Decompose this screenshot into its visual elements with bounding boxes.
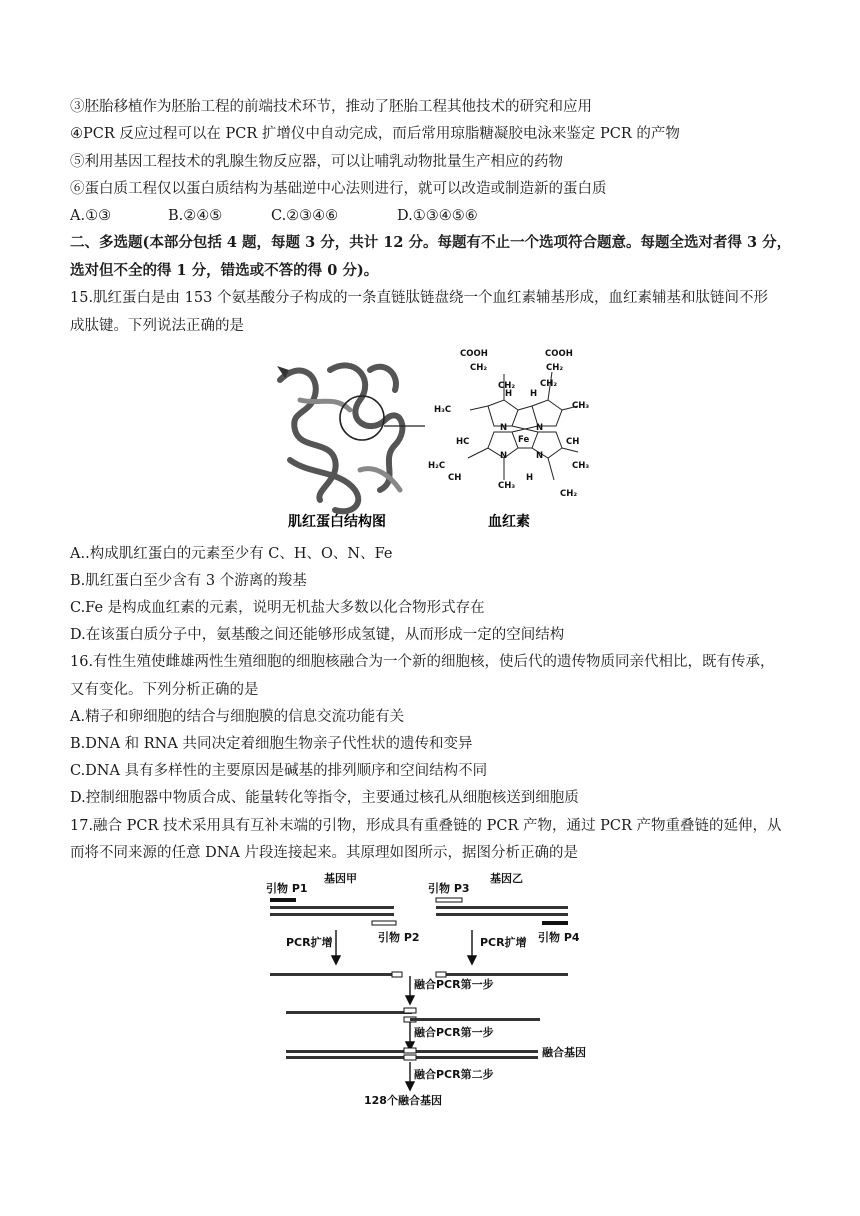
n-right-top: N — [536, 423, 544, 433]
q14-option-c: C.②③④⑥ — [271, 208, 339, 224]
ch2-right-2: CH₂ — [540, 379, 558, 389]
q14-options — [70, 206, 800, 226]
q15-stem-line1: 15.肌红蛋白是由 153 个氨基酸分子构成的一条直链肽链盘绕一个血红素辅基形成，血红素辅基和肽链间不形 — [70, 290, 768, 306]
q15-option-a: A..构成肌红蛋白的元素至少有 C、H、O、N、Fe — [70, 546, 393, 562]
gene-b-label: 基因乙 — [490, 872, 523, 885]
ch3-right-top: CH₃ — [572, 401, 590, 411]
pcr-amp-right-label: PCR扩增 — [480, 936, 527, 949]
fusion-gene-label: 融合基因 — [542, 1046, 586, 1059]
cooh-left: COOH — [460, 349, 488, 359]
statement-5: ⑤利用基因工程技术的乳腺生物反应器，可以让哺乳动物批量生产相应的药物 — [70, 154, 563, 170]
pcr-amp-left-label: PCR扩增 — [286, 936, 333, 949]
ch3-bottom: CH₃ — [498, 481, 516, 491]
statement-6: ⑥蛋白质工程仅以蛋白质结构为基础逆中心法则进行，就可以改造或制造新的蛋白质 — [70, 181, 607, 197]
q15-stem-line2: 成肽键。下列说法正确的是 — [70, 318, 244, 334]
fusion-gene-dna — [286, 1048, 538, 1060]
ch2-end: CH₂ — [560, 489, 578, 499]
q16-option-d: D.控制细胞器中物质合成、能量转化等指令，主要通过核孔从细胞核送到细胞质 — [70, 790, 579, 806]
heme-structure — [468, 372, 578, 480]
n-right-bottom: N — [536, 451, 544, 461]
step1a-label: 融合PCR第一步 — [414, 978, 494, 991]
q16-stem-line1: 16.有性生殖使雌雄两性生殖细胞的细胞核融合为一个新的细胞核，使后代的遗传物质同亲代相比，既有传承， — [70, 654, 775, 670]
section2-heading-line2: 选对但不全的得 1 分，错选或不答的得 0 分)。 — [70, 262, 379, 279]
primer-p2-bar — [372, 921, 396, 925]
primer-p4-label: 引物 P4 — [538, 931, 580, 944]
n-left-top: N — [500, 423, 508, 433]
q14-option-a: A.①③ — [70, 208, 112, 224]
heme-atom-labels — [428, 349, 589, 499]
fe-atom: Fe — [518, 435, 530, 445]
ch-eq-left: CH — [448, 473, 462, 483]
primer-p1-label: 引物 P1 — [266, 882, 308, 895]
primer-p1-bar — [270, 898, 296, 902]
q16-option-a: A.精子和卵细胞的结合与细胞膜的信息交流功能有关 — [70, 709, 405, 725]
pcr-products — [270, 972, 568, 977]
step2-label: 融合PCR第二步 — [414, 1068, 494, 1081]
ch2-left-2: CH₂ — [498, 381, 516, 391]
caption-myoglobin: 肌红蛋白结构图 — [288, 514, 386, 530]
section2-heading-line1: 二、多选题(本部分包括 4 题，每题 3 分，共计 12 分。每题有不止一个选项符合题意。每题全选对者得 3 分， — [70, 234, 792, 251]
h2c-left: H₂C — [428, 461, 446, 471]
q17-figure — [260, 866, 610, 1116]
q14-option-b: B.②④⑤ — [168, 208, 223, 224]
primer-p2-label: 引物 P2 — [378, 931, 420, 944]
overlap-step — [286, 1008, 540, 1022]
primer-p3-label: 引物 P3 — [428, 882, 470, 895]
myoglobin-ribbon-image — [280, 365, 402, 511]
h-top-2: H — [530, 389, 538, 399]
cooh-right: COOH — [545, 349, 573, 359]
caption-heme: 血红素 — [488, 514, 530, 530]
q15-option-b: B.肌红蛋白至少含有 3 个游离的羧基 — [70, 573, 307, 589]
n-left-bottom: N — [500, 451, 508, 461]
q15-option-c: C.Fe 是构成血红素的元素，说明无机盐大多数以化合物形式存在 — [70, 600, 485, 616]
h-top-1: H — [505, 389, 513, 399]
ch3-right-bottom: CH₃ — [572, 461, 590, 471]
ch2-right-1: CH₂ — [546, 363, 564, 373]
ch-right: CH — [566, 437, 580, 447]
q16-stem-line2: 又有变化。下列分析正确的是 — [70, 682, 259, 698]
gene-a-label: 基因甲 — [324, 872, 357, 885]
hc-left: HC — [456, 437, 470, 447]
statement-4: ④PCR 反应过程可以在 PCR 扩增仪中自动完成，而后常用琼脂糖凝胶电泳来鉴定 PCR 的产物 — [70, 126, 680, 142]
gene-a-dna — [270, 898, 396, 925]
q17-stem-line1: 17.融合 PCR 技术采用具有互补末端的引物，形成具有重叠链的 PCR 产物，通过 PCR 产物重叠链的延伸，从 — [70, 818, 782, 834]
statement-3: ③胚胎移植作为胚胎工程的前端技术环节，推动了胚胎工程其他技术的研究和应用 — [70, 99, 592, 115]
q16-option-b: B.DNA 和 RNA 共同决定着细胞生物亲子代性状的遗传和变异 — [70, 736, 473, 752]
primer-p4-bar — [542, 921, 568, 925]
q16-option-c: C.DNA 具有多样性的主要原因是碱基的排列顺序和空间结构不同 — [70, 763, 488, 779]
q14-option-d: D.①③④⑤⑥ — [397, 208, 478, 224]
ch2-left-1: CH₂ — [470, 363, 488, 373]
q17-stem-line2: 而将不同来源的任意 DNA 片段连接起来。其原理如图所示，据图分析正确的是 — [70, 845, 578, 861]
result-label: 128个融合基因 — [364, 1094, 442, 1107]
q15-option-d: D.在该蛋白质分子中，氨基酸之间还能够形成氢键，从而形成一定的空间结构 — [70, 627, 565, 643]
h-bottom: H — [526, 473, 534, 483]
gene-b-dna — [436, 898, 568, 925]
q15-figure — [260, 340, 600, 540]
h3c-left: H₃C — [434, 405, 452, 415]
primer-p3-bar — [436, 898, 462, 902]
step1b-label: 融合PCR第一步 — [414, 1026, 494, 1039]
heme-highlight-circle — [340, 396, 384, 440]
